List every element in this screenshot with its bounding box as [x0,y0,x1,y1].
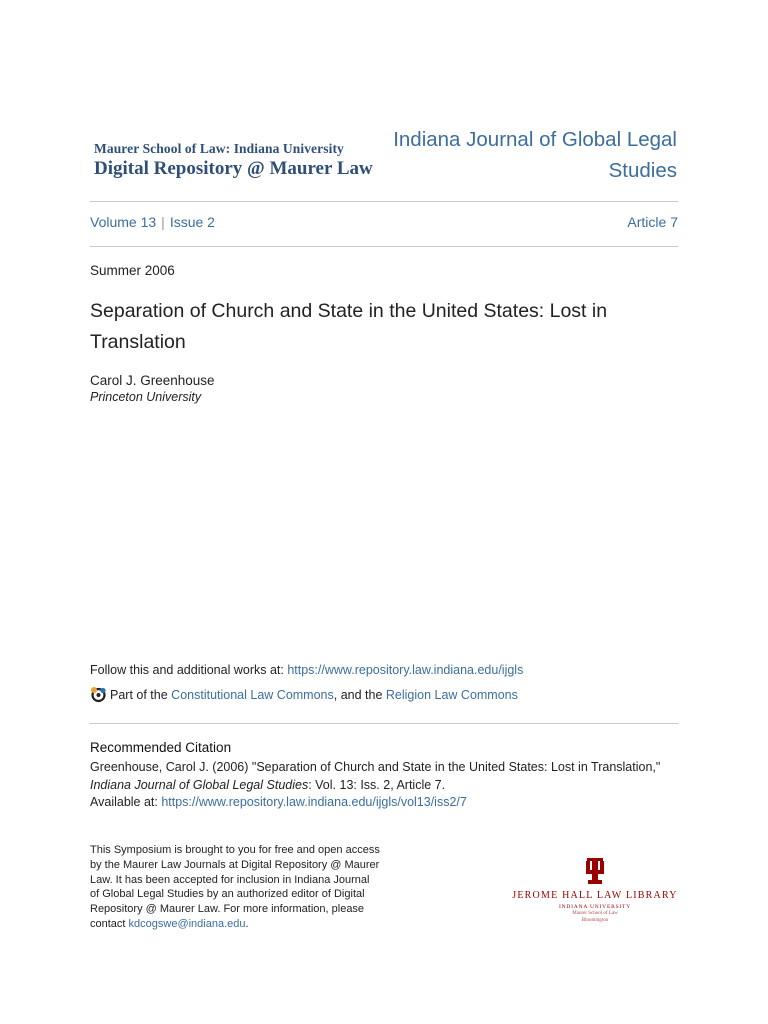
citation-line2 [90,777,690,795]
article-title: Separation of Church and State in the United States: Lost in Translation [90,300,608,353]
library-name: JEROME HALL LAW LIBRARY [512,890,678,901]
library-school-line1: Maurer School of Law [572,911,618,916]
citation-line3 [90,794,690,812]
separator: | [161,214,165,230]
contact-email-link[interactable]: kdcogswe@indiana.edu [128,917,246,930]
volume-link[interactable]: Volume 13 [90,214,157,230]
disclaimer-end: . [245,917,249,930]
commons-middle: , and the [333,687,386,702]
article-link[interactable]: Article 7 [627,214,678,230]
library-school-line2: Bloomington [581,918,609,923]
religion-law-commons-link[interactable]: Religion Law Commons [385,687,518,702]
network-commons-icon [90,686,107,703]
divider-top [90,201,678,202]
disclaimer-text: This Symposium is brought to you for free and open access by the Maurer Law Journals at Digital Repository @ Maurer Law. It has been accepted for inclusion in Indiana Journal of Global Legal Studies by an authorized editor of Digital Repository @ Maurer Law. For more information, please contact [90,844,380,930]
repository-name: Digital Repository @ Maurer Law [94,158,373,179]
repository-logo[interactable] [94,140,373,181]
citation-journal: Indiana Journal of Global Legal Studies [90,777,309,792]
follow-url-link[interactable]: https://www.repository.law.indiana.edu/ijgls [287,663,524,677]
issue-nav [90,214,678,230]
citation-details: : Vol. 13: Iss. 2, Article 7. [308,777,446,792]
available-url-link[interactable]: https://www.repository.law.indiana.edu/ijgls/vol13/iss2/7 [161,795,467,809]
author-name: Carol J. Greenhouse [90,373,215,388]
available-label: Available at: [90,795,162,809]
iu-trident-icon [583,858,607,884]
library-logo [505,858,685,924]
school-name: Maurer School of Law: Indiana University [94,141,344,156]
author-affiliation: Princeton University [90,390,202,404]
citation-block [90,759,690,812]
publication-season: Summer 2006 [90,263,175,278]
journal-title-link[interactable]: Indiana Journal of Global Legal Studies [393,128,677,182]
follow-line [90,663,523,677]
divider-issue [90,246,678,247]
divider-citation [90,723,678,724]
recommended-citation-heading: Recommended Citation [90,740,232,755]
commons-line [90,686,518,703]
follow-label: Follow this and additional works at: [90,663,288,677]
library-university: INDIANA UNIVERSITY [559,904,631,910]
constitutional-law-commons-link[interactable]: Constitutional Law Commons [171,687,334,702]
commons-prefix: Part of the [110,687,168,702]
citation-line1: Greenhouse, Carol J. (2006) "Separation of Church and State in the United States: Lost in Translation," [90,760,661,774]
access-disclaimer [90,843,380,932]
issue-link[interactable]: Issue 2 [169,214,215,230]
